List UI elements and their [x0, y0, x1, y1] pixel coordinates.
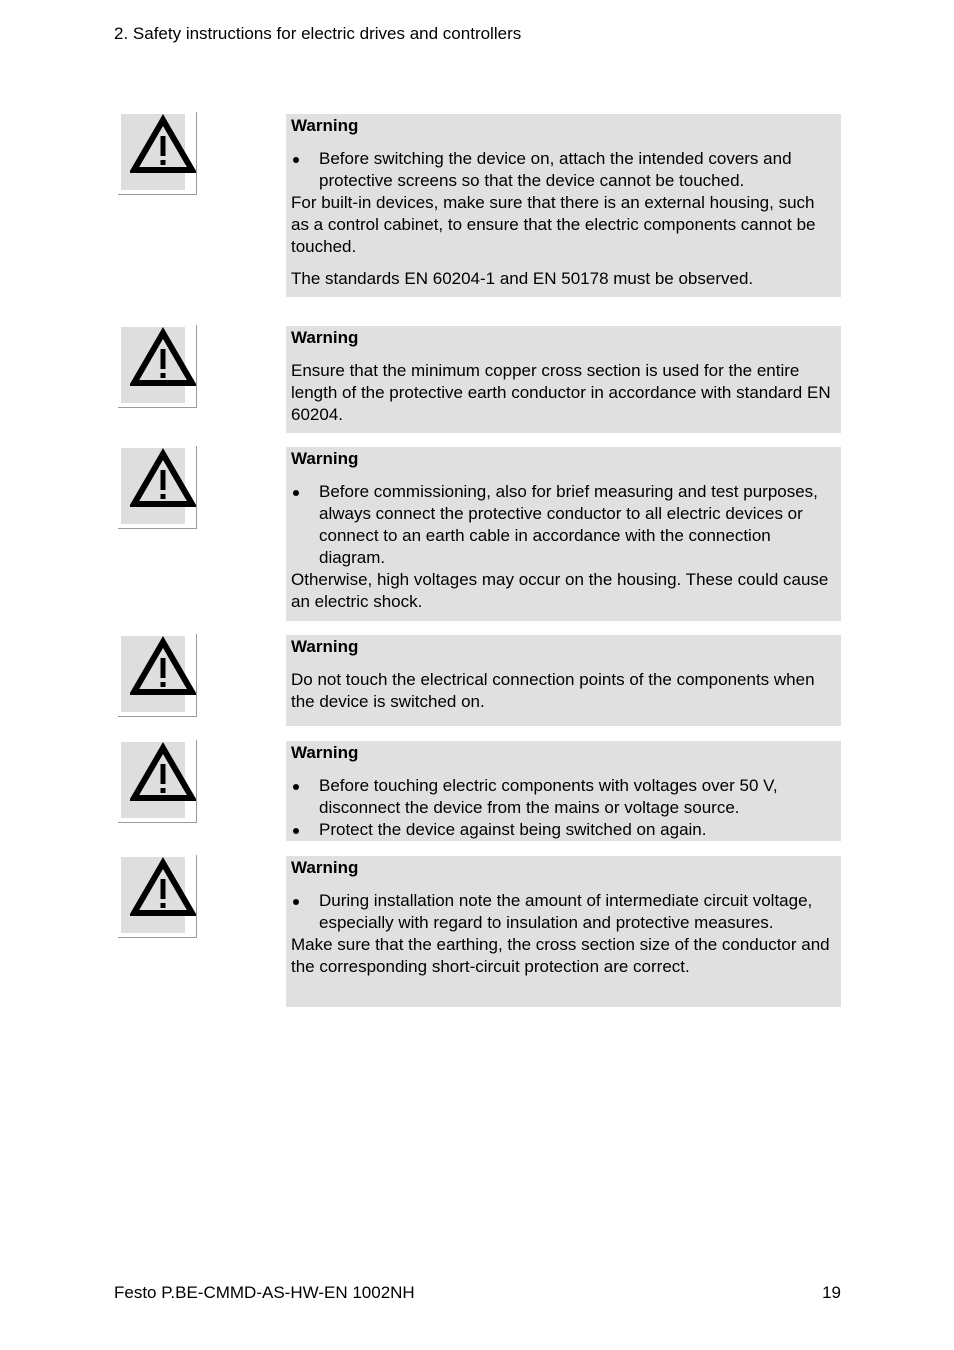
warning-paragraph: Do not touch the electrical connection points of the components when the device is switched on. — [291, 670, 815, 711]
warning-title: Warning — [291, 637, 359, 656]
warning-bullet-list — [291, 481, 835, 569]
warning-paragraph: The standards EN 60204-1 and EN 50178 must be observed. — [291, 269, 754, 288]
bullet-item: Before commissioning, also for brief measuring and test purposes, always connect the protective conductor to all electric devices or connect to an earth cable in accordance with the connection diagram. — [291, 481, 835, 569]
warning-panel — [286, 635, 841, 726]
bullet-item: Before touching electric components with voltages over 50 V, disconnect the device from the mains or voltage source. — [291, 775, 835, 819]
warning-triangle-icon — [130, 742, 196, 804]
warning-icon-frame — [118, 855, 197, 938]
running-header: 2. Safety instructions for electric drives and controllers — [114, 24, 522, 43]
warning-title: Warning — [291, 858, 359, 877]
warning-panel — [286, 741, 841, 841]
warning-bullet-list — [291, 890, 835, 934]
warning-title: Warning — [291, 449, 359, 468]
warning-paragraph: Otherwise, high voltages may occur on the housing. These could cause an electric shock. — [291, 570, 829, 611]
warning-bullet-list — [291, 775, 835, 841]
warning-icon-frame — [118, 112, 197, 195]
footer-document-id: Festo P.BE-CMMD-AS-HW-EN 1002NH — [114, 1283, 415, 1302]
bullet-item: Protect the device against being switched on again. — [291, 819, 835, 841]
warning-title: Warning — [291, 328, 359, 347]
warning-paragraph: For built-in devices, make sure that there is an external housing, such as a control cabinet, to ensure that the electric components cannot be touched. — [291, 193, 816, 256]
bullet-item: During installation note the amount of intermediate circuit voltage, especially with regard to insulation and protective measures. — [291, 890, 835, 934]
warning-triangle-icon — [130, 857, 196, 919]
warning-triangle-icon — [130, 636, 196, 698]
warning-title: Warning — [291, 743, 359, 762]
warning-icon-frame — [118, 740, 197, 823]
warning-icon-frame — [118, 446, 197, 529]
footer-page-number: 19 — [822, 1283, 841, 1302]
warning-bullet-list — [291, 148, 835, 192]
warning-icon-frame — [118, 634, 197, 717]
warning-title: Warning — [291, 116, 359, 135]
warning-triangle-icon — [130, 327, 196, 389]
warning-paragraph: Ensure that the minimum copper cross section is used for the entire length of the protective earth conductor in accordance with standard EN 60204. — [291, 361, 831, 424]
warning-triangle-icon — [130, 114, 196, 176]
warning-panel — [286, 856, 841, 1007]
bullet-item: Before switching the device on, attach the intended covers and protective screens so that the device cannot be touched. — [291, 148, 835, 192]
warning-triangle-icon — [130, 448, 196, 510]
warning-icon-frame — [118, 325, 197, 408]
warning-panel — [286, 326, 841, 433]
warning-paragraph: Make sure that the earthing, the cross section size of the conductor and the corresponding short-circuit protection are correct. — [291, 935, 830, 976]
warning-panel — [286, 114, 841, 297]
warning-panel — [286, 447, 841, 621]
